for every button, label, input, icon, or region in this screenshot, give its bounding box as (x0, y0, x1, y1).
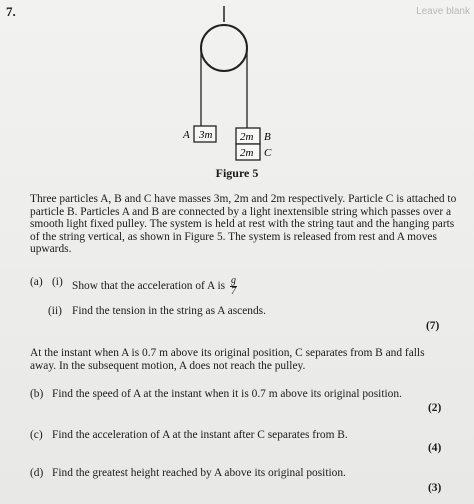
particle-a-name: A (183, 129, 190, 141)
faint-header-text: Leave blank (416, 6, 470, 17)
pulley-diagram (0, 0, 474, 170)
part-a-i-text: Show that the acceleration of A is $\frac{g}{7}$ (72, 275, 236, 297)
part-a-label: (a) (30, 276, 43, 288)
part-d-text: Find the greatest height reached by A above its original position. (52, 467, 346, 479)
separation-paragraph: At the instant when A is 0.7 m above its original position, C separates from B and falls away. In the subsequent motion, A does not reach the pulley. (30, 347, 425, 372)
part-a-marks: (7) (426, 320, 440, 332)
part-b-label: (b) (30, 388, 44, 400)
part-b-marks: (2) (428, 402, 442, 414)
mass-c-label: 2m (240, 147, 254, 159)
part-a-ii-label: (ii) (48, 305, 62, 317)
fraction-g-over-7: $\frac{g}{7}$ (230, 275, 236, 297)
figure-caption: Figure 5 (215, 166, 259, 180)
particle-b-name: B (264, 131, 271, 143)
part-a-i-label: (i) (52, 276, 63, 288)
part-c-marks: (4) (428, 442, 442, 454)
part-c-label: (c) (30, 429, 43, 441)
part-d-marks: (3) (428, 482, 442, 494)
part-d-label: (d) (30, 467, 44, 479)
part-b-text: Find the speed of A at the instant when it is 0.7 m above its original position. (52, 388, 402, 400)
mass-a-label: 3m (199, 129, 213, 141)
question-intro: Three particles A, B and C have masses 3m, 2m and 2m respectively. Particle C is attached to particle B. Particles A and B are connected by a light inextensible string which passes over a smooth light fixed pulley. The system is held at rest with the string taut and the hanging parts of the string vertical, as shown in Figure 5. The system is released from rest and A moves upwards. (30, 193, 457, 256)
mass-b-label: 2m (240, 131, 254, 143)
part-a-ii-text: Find the tension in the string as A ascends. (72, 305, 266, 317)
question-number: 7. (6, 4, 16, 19)
part-c-text: Find the acceleration of A at the instant after C separates from B. (52, 429, 348, 441)
particle-c-name: C (264, 147, 272, 159)
pulley-wheel (201, 25, 247, 71)
